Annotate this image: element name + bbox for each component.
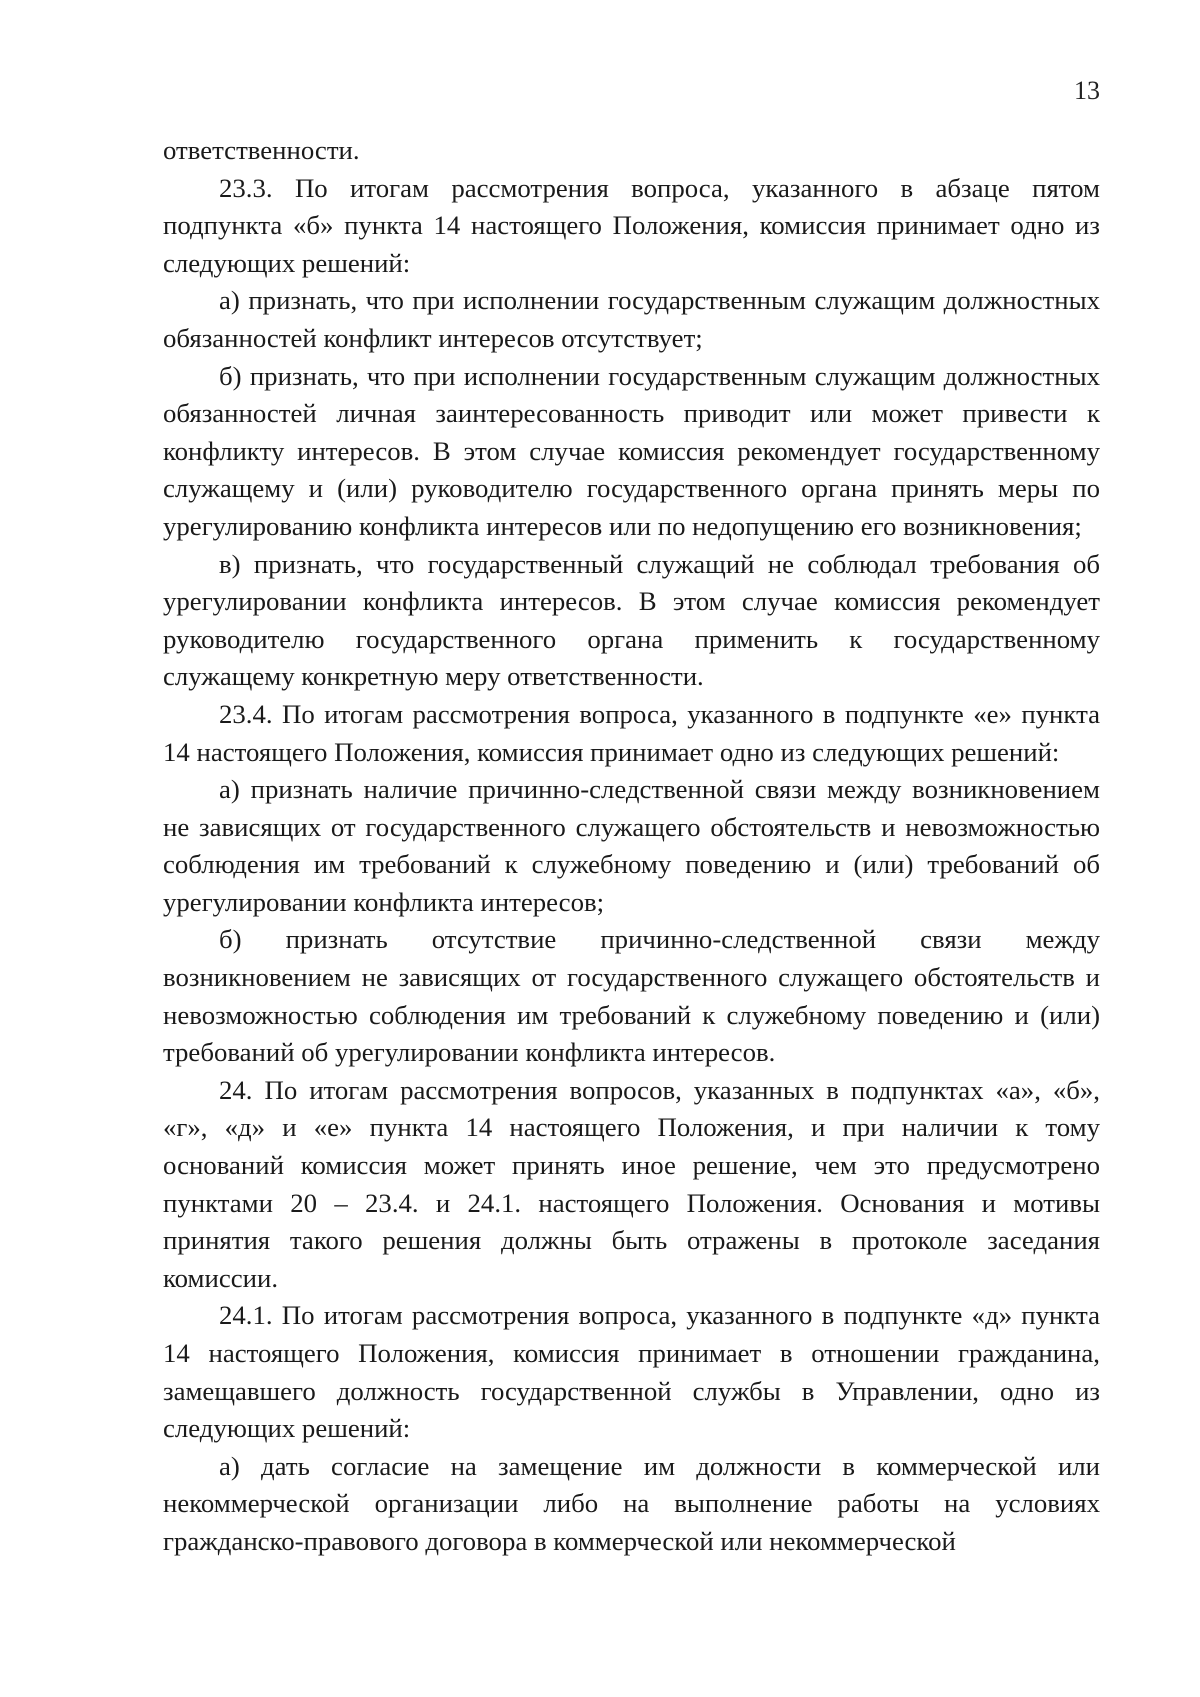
- paragraph-23-3-a: а) признать, что при исполнении государственным служащим должностных обязанностей конфликт интересов отсутствует;: [163, 285, 1100, 353]
- paragraph-continuation: ответственности.: [163, 135, 360, 165]
- paragraph-23-3-b: б) признать, что при исполнении государственным служащим должностных обязанностей личная заинтересованность приводит или может привести к конфликту интересов. В этом случае комиссия рекомендует государственному служащему и (или) руководителю государственного органа принять меры по урегулированию конфликта интересов или по недопущению его возникновения;: [163, 360, 1100, 541]
- paragraph-23-4-b: б) признать отсутствие причинно-следственной связи между возникновением не зависящих от государственного служащего обстоятельств и невозможностью соблюдения им требований к служебному поведению и (или) требований об урегулировании конфликта интересов.: [163, 924, 1100, 1068]
- paragraph-24-1: 24.1. По итогам рассмотрения вопроса, указанного в подпункте «д» пункта 14 настоящего Положения, комиссия принимает в отношении гражданина, замещавшего должность государственной службы в Управлении, одно из следующих решений:: [163, 1300, 1100, 1444]
- page-number: 13: [1074, 76, 1100, 105]
- paragraph-24-1-a: а) дать согласие на замещение им должности в коммерческой или некоммерческой организации либо на выполнение работы на условиях гражданско-правового договора в коммерческой или некоммерческой: [163, 1450, 1100, 1556]
- paragraph-23-3-v: в) признать, что государственный служащий не соблюдал требования об урегулировании конфликта интересов. В этом случае комиссия рекомендует руководителю государственного органа применить к государственному служащему конкретную меру ответственности.: [163, 548, 1100, 692]
- paragraph-23-4-a: а) признать наличие причинно-следственной связи между возникновением не зависящих от государственного служащего обстоятельств и невозможностью соблюдения им требований к служебному поведению и (или) требований об урегулировании конфликта интересов;: [163, 774, 1100, 917]
- document-body: [163, 132, 1100, 1561]
- paragraph-23-4: 23.4. По итогам рассмотрения вопроса, указанного в подпункте «е» пункта 14 настоящего Положения, комиссия принимает одно из следующих решений:: [163, 698, 1100, 767]
- paragraph-24: 24. По итогам рассмотрения вопросов, указанных в подпунктах «а», «б», «г», «д» и «е» пункта 14 настоящего Положения, и при наличии к тому оснований комиссия может принять иное решение, чем это предусмотрено пунктами 20 – 23.4. и 24.1. настоящего Положения. Основания и мотивы принятия такого решения должны быть отражены в протоколе заседания комиссии.: [163, 1074, 1100, 1293]
- paragraph-23-3: 23.3. По итогам рассмотрения вопроса, указанного в абзаце пятом подпункта «б» пункта 14 настоящего Положения, комиссия принимает одно из следующих решений:: [163, 172, 1100, 278]
